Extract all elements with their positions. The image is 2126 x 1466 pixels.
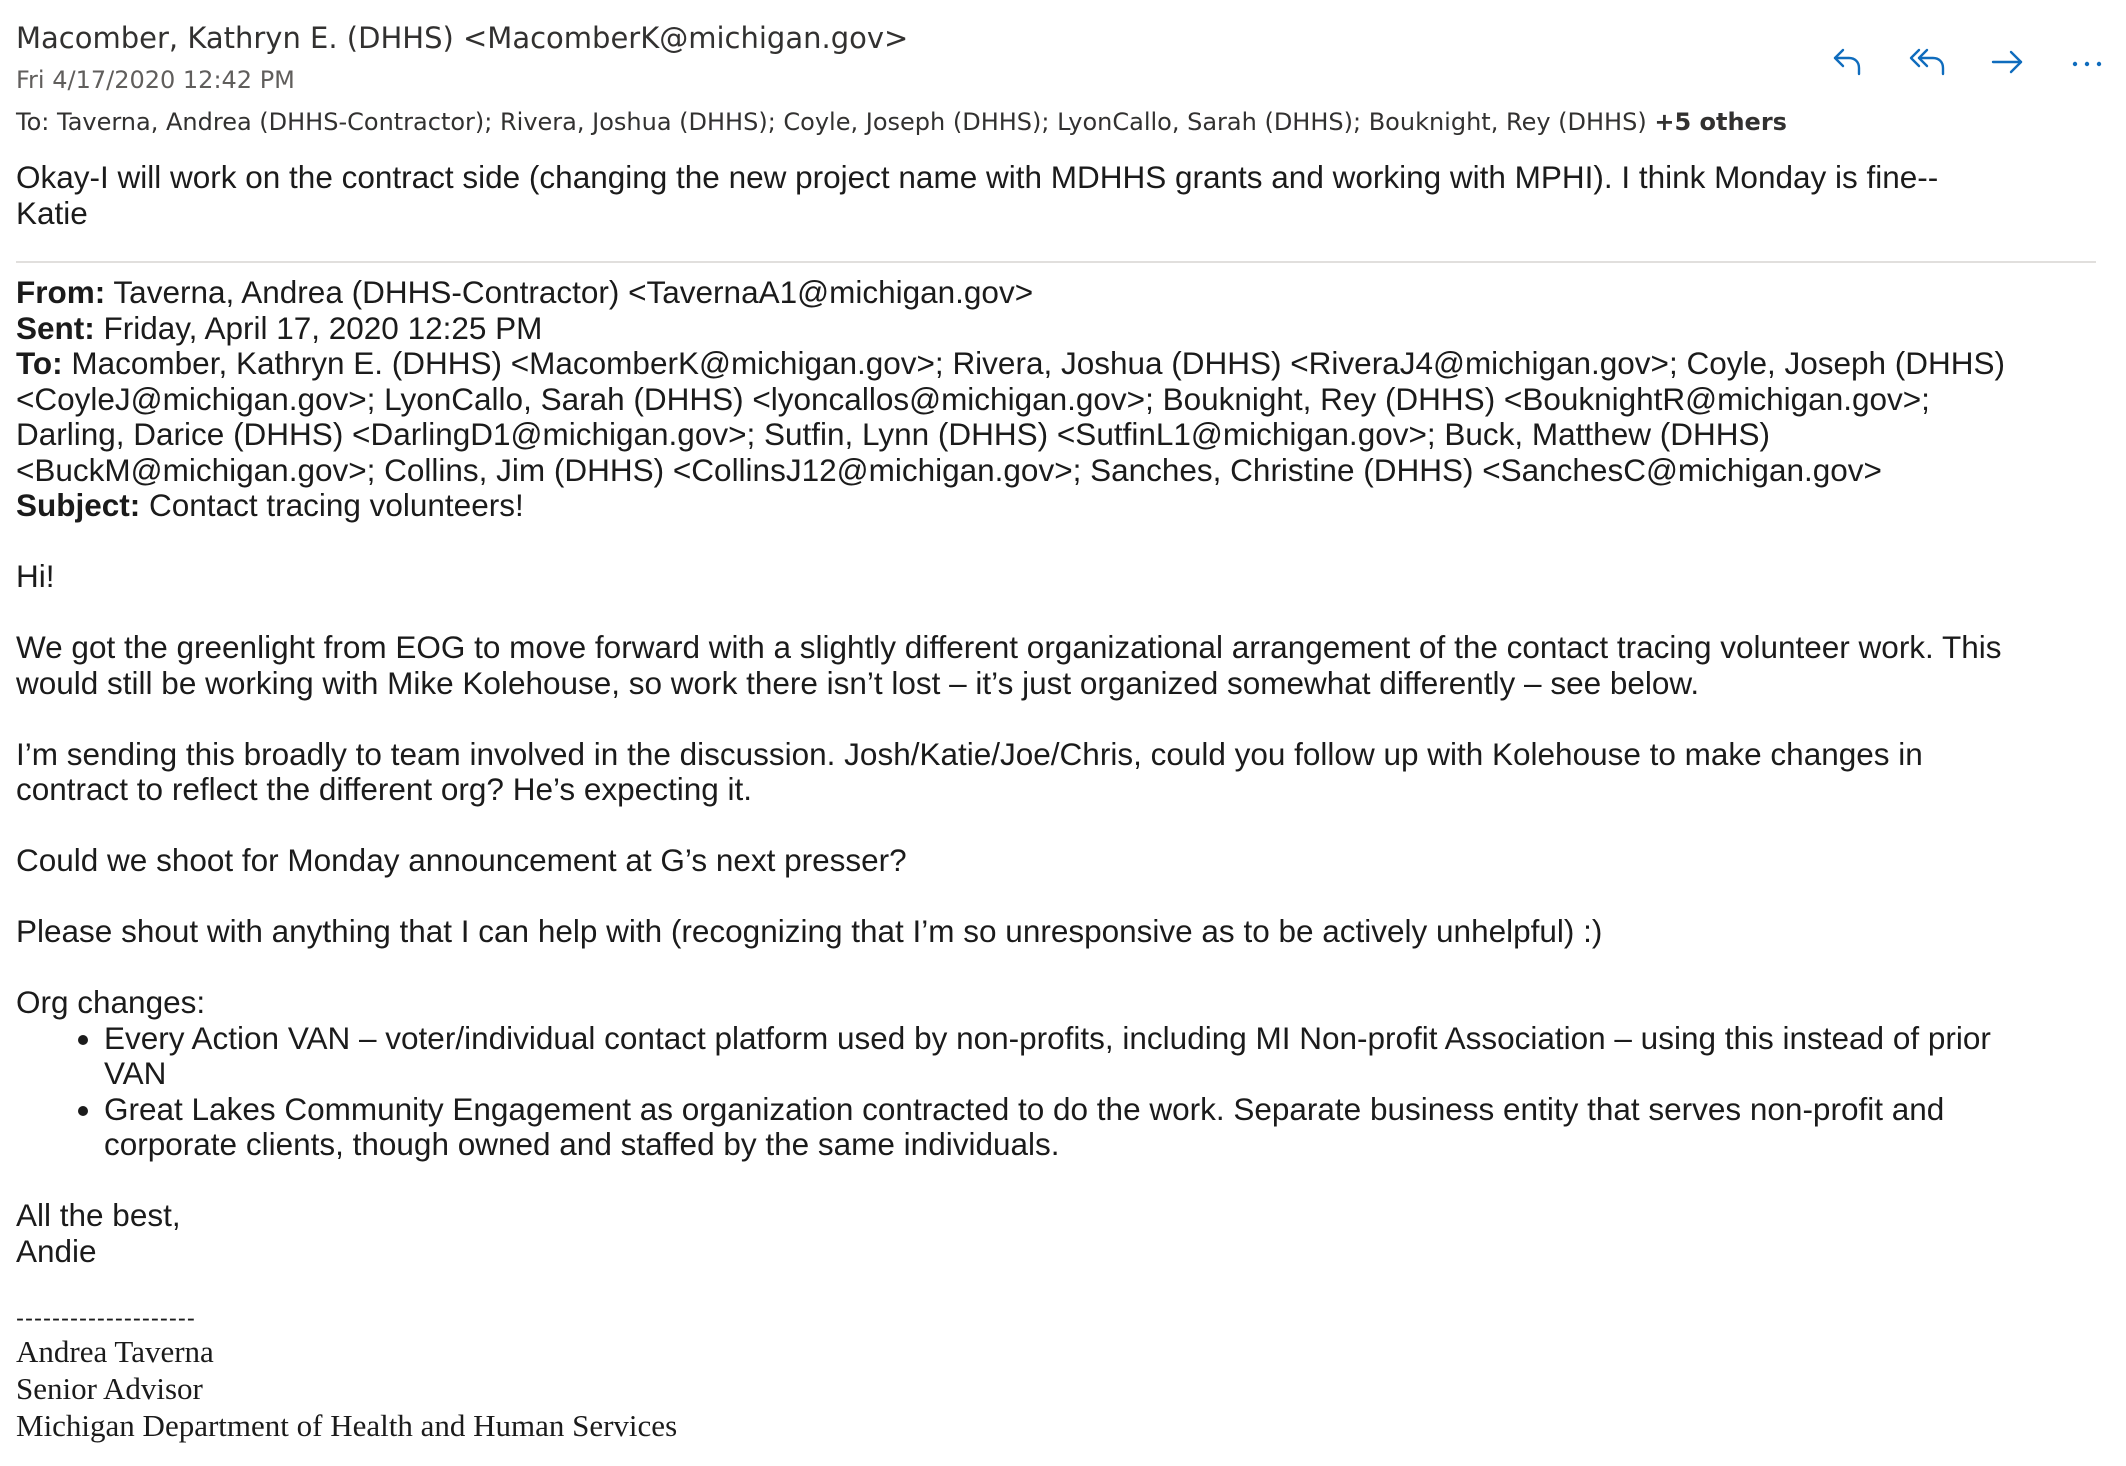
message-actions: [1822, 40, 2112, 84]
list-item-line: Every Action VAN – voter/individual contact platform used by non-profits, including MI Non-profit Association – using this instead of prior: [104, 1019, 1991, 1056]
reply-all-button[interactable]: [1902, 40, 1952, 84]
org-changes-heading: Org changes:: [16, 984, 206, 1020]
list-item: [104, 1021, 2106, 1092]
to-recipients[interactable]: Taverna, Andrea (DHHS-Contractor); Rivera, Joshua (DHHS); Coyle, Joseph (DHHS); LyonCallo, Sarah (DHHS); Bouknight, Rey (DHHS): [57, 108, 1647, 136]
quoted-to-line: Darling, Darice (DHHS) <DarlingD1@michigan.gov>; Sutfin, Lynn (DHHS) <SutfinL1@michigan.gov>; Buck, Matthew (DHHS): [16, 416, 1770, 452]
quoted-to-line: <CoyleJ@michigan.gov>; LyonCallo, Sarah (DHHS) <lyoncallos@michigan.gov>; Bouknight, Rey (DHHS) <BouknightR@michigan.gov>;: [16, 380, 1930, 417]
paragraph-line: contract to reflect the different org? He’s expecting it.: [16, 771, 752, 807]
forward-button[interactable]: [1982, 40, 2032, 84]
spacer: [16, 524, 2106, 560]
reply-line: Okay-I will work on the contract side (changing the new project name with MDHHS grants and working with MPHI). I think Monday is fine--: [16, 159, 1939, 195]
paragraph-line: I’m sending this broadly to team involved in the discussion. Josh/Katie/Joe/Chris, could you follow up with Kolehouse to make changes in: [16, 735, 1923, 772]
reply-button[interactable]: [1822, 40, 1872, 84]
list-item: [104, 1092, 2106, 1163]
quoted-to: [16, 346, 2106, 382]
paragraph-line: Could we shoot for Monday announcement at G’s next presser?: [16, 842, 907, 878]
reply-signoff: Katie: [16, 194, 88, 231]
sent-label: Sent:: [16, 309, 95, 346]
to-label: To:: [16, 108, 50, 136]
more-recipients-link[interactable]: +5 others: [1654, 108, 1787, 136]
spacer: [16, 808, 2106, 844]
subject-label: Subject:: [16, 487, 141, 523]
paragraph-line: would still be working with Mike Kolehouse, so work there isn’t lost – it’s just organized somewhat differently – see below.: [16, 664, 1700, 701]
sender-name[interactable]: Macomber, Kathryn E. (DHHS) <MacomberK@michigan.gov>: [16, 21, 909, 55]
signature-rule: --------------------: [16, 1304, 196, 1332]
signature-org: Michigan Department of Health and Human Services: [16, 1407, 678, 1443]
spacer: [16, 595, 2106, 631]
reply-all-icon: [1905, 42, 1949, 82]
more-actions-button[interactable]: [2062, 40, 2112, 84]
from-value: Taverna, Andrea (DHHS-Contractor) <TavernaA1@michigan.gov>: [105, 274, 1034, 310]
quote-divider: [16, 261, 2096, 263]
message-header: [16, 18, 2096, 140]
more-icon: [2067, 42, 2107, 82]
org-changes-list: [16, 1021, 2106, 1163]
spacer: [16, 1163, 2106, 1199]
from-label: From:: [16, 274, 106, 310]
paragraph-line: We got the greenlight from EOG to move forward with a slightly different organizational arrangement of the contact tracing volunteer work. This: [16, 629, 2002, 665]
spacer: [16, 701, 2106, 737]
signature-title: Senior Advisor: [16, 1370, 203, 1406]
quoted-sent: [16, 311, 2106, 347]
quoted-subject: [16, 488, 2106, 524]
quoted-to-line: Macomber, Kathryn E. (DHHS) <MacomberK@michigan.gov>; Rivera, Joshua (DHHS) <RiveraJ4@michigan.gov>; Coyle, Joseph (DHHS): [62, 345, 2006, 381]
message-body: [16, 160, 2106, 1444]
paragraph-line: Please shout with anything that I can help with (recognizing that I’m so unresponsive as to be actively unhelpful) :): [16, 913, 1603, 949]
reply-text: [16, 160, 2106, 231]
sent-value: Friday, April 17, 2020 12:25 PM: [94, 309, 543, 346]
closing-name: Andie: [16, 1232, 97, 1269]
quoted-message: [16, 275, 2106, 1444]
greeting: Hi!: [16, 558, 55, 594]
spacer: [16, 879, 2106, 915]
spacer: [16, 950, 2106, 986]
message-date: Fri 4/17/2020 12:42 PM: [16, 66, 295, 94]
list-item-line: VAN: [104, 1055, 167, 1091]
quoted-from: [16, 275, 2106, 311]
quoted-to-label: To:: [16, 345, 63, 381]
signature-name: Andrea Taverna: [16, 1333, 214, 1369]
reply-icon: [1827, 42, 1867, 82]
list-item-line: corporate clients, though owned and staffed by the same individuals.: [104, 1126, 1060, 1162]
forward-icon: [1987, 42, 2027, 82]
list-item-line: Great Lakes Community Engagement as organization contracted to do the work. Separate business entity that serves non-profit and: [104, 1090, 1945, 1127]
subject-value: Contact tracing volunteers!: [140, 487, 524, 523]
recipients-line: [16, 104, 2096, 140]
closing: All the best,: [16, 1197, 181, 1233]
quoted-to-line: <BuckM@michigan.gov>; Collins, Jim (DHHS) <CollinsJ12@michigan.gov>; Sanches, Christine (DHHS) <SanchesC@michigan.gov>: [16, 451, 1882, 488]
